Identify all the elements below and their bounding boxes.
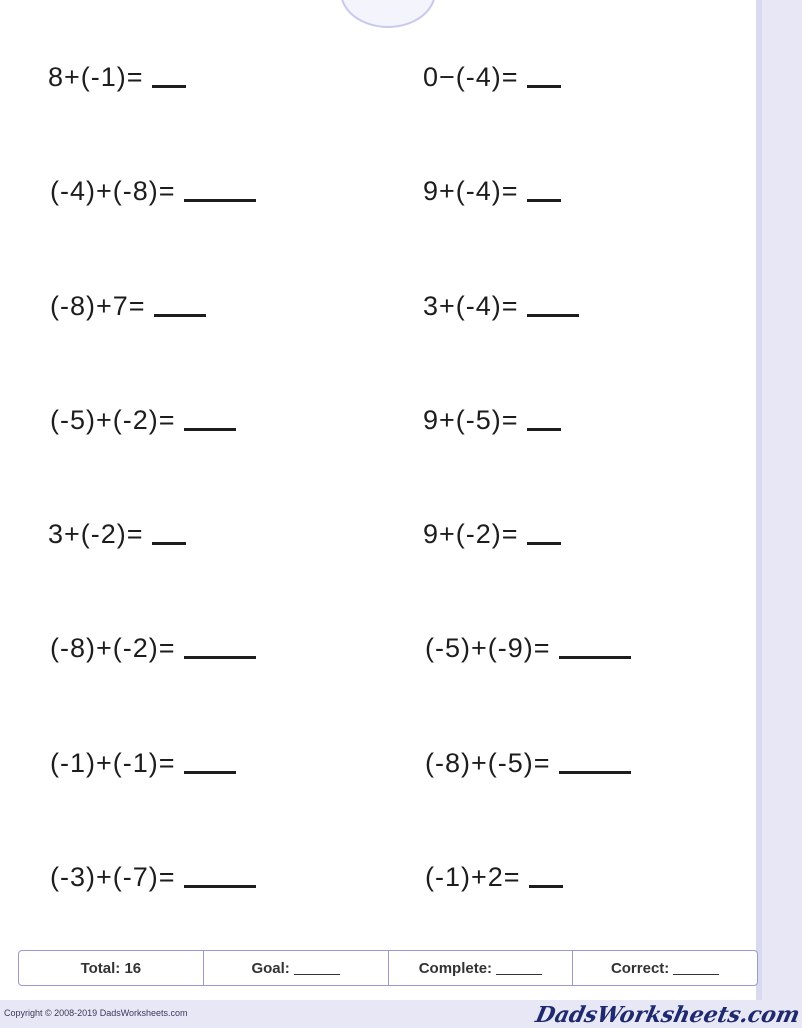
total-label: Total: 16: [80, 959, 142, 977]
problem-left-5: [48, 519, 186, 550]
answer-blank[interactable]: [184, 636, 256, 659]
answer-blank[interactable]: [527, 294, 579, 317]
answer-blank[interactable]: [527, 408, 561, 431]
score-bar: [18, 950, 758, 986]
problem-right-8: [425, 862, 563, 893]
problem-expression: (-4)+(-8)=: [50, 176, 176, 206]
total-cell: [19, 951, 204, 985]
answer-blank[interactable]: [184, 865, 256, 888]
problem-right-7: [425, 748, 631, 779]
problem-expression: (-1)+(-1)=: [50, 748, 176, 778]
problem-left-6: [50, 633, 256, 664]
complete-cell: [389, 951, 574, 985]
goal-blank[interactable]: [294, 962, 340, 975]
answer-blank[interactable]: [527, 522, 561, 545]
problem-expression: 9+(-5)=: [423, 405, 519, 435]
problem-expression: 9+(-4)=: [423, 176, 519, 206]
problem-right-2: [423, 176, 561, 207]
problem-expression: (-3)+(-7)=: [50, 862, 176, 892]
correct-blank[interactable]: [673, 962, 719, 975]
problem-expression: (-5)+(-9)=: [425, 633, 551, 663]
answer-blank[interactable]: [184, 408, 236, 431]
problem-expression: 8+(-1)=: [48, 62, 144, 92]
problem-right-1: [423, 62, 561, 93]
answer-blank[interactable]: [559, 636, 631, 659]
problem-right-3: [423, 291, 579, 322]
goal-cell: [204, 951, 389, 985]
problem-expression: 3+(-2)=: [48, 519, 144, 549]
problem-expression: (-8)+7=: [50, 291, 146, 321]
answer-blank[interactable]: [154, 294, 206, 317]
problem-expression: (-8)+(-2)=: [50, 633, 176, 663]
header-ornament: [340, 0, 436, 28]
complete-blank[interactable]: [496, 962, 542, 975]
correct-label: Correct:: [610, 959, 670, 977]
problem-left-2: [50, 176, 256, 207]
answer-blank[interactable]: [559, 751, 631, 774]
problem-expression: 9+(-2)=: [423, 519, 519, 549]
answer-blank[interactable]: [184, 179, 256, 202]
problem-expression: 3+(-4)=: [423, 291, 519, 321]
answer-blank[interactable]: [527, 179, 561, 202]
problem-left-4: [50, 405, 236, 436]
problem-left-1: [48, 62, 186, 93]
problem-right-6: [425, 633, 631, 664]
answer-blank[interactable]: [152, 65, 186, 88]
problem-expression: (-8)+(-5)=: [425, 748, 551, 778]
correct-cell: [573, 951, 757, 985]
goal-label: Goal:: [251, 959, 290, 977]
answer-blank[interactable]: [527, 65, 561, 88]
problem-left-8: [50, 862, 256, 893]
problem-expression: (-1)+2=: [425, 862, 521, 892]
problem-expression: 0−(-4)=: [423, 62, 519, 92]
problem-left-7: [50, 748, 236, 779]
complete-label: Complete:: [418, 959, 493, 977]
answer-blank[interactable]: [152, 522, 186, 545]
problem-right-4: [423, 405, 561, 436]
answer-blank[interactable]: [529, 865, 563, 888]
copyright-text: Copyright © 2008-2019 DadsWorksheets.com: [4, 1008, 188, 1018]
problem-expression: (-5)+(-2)=: [50, 405, 176, 435]
answer-blank[interactable]: [184, 751, 236, 774]
site-logo: DadsWorksheets.com: [533, 1002, 802, 1028]
problem-right-5: [423, 519, 561, 550]
problem-left-3: [50, 291, 206, 322]
